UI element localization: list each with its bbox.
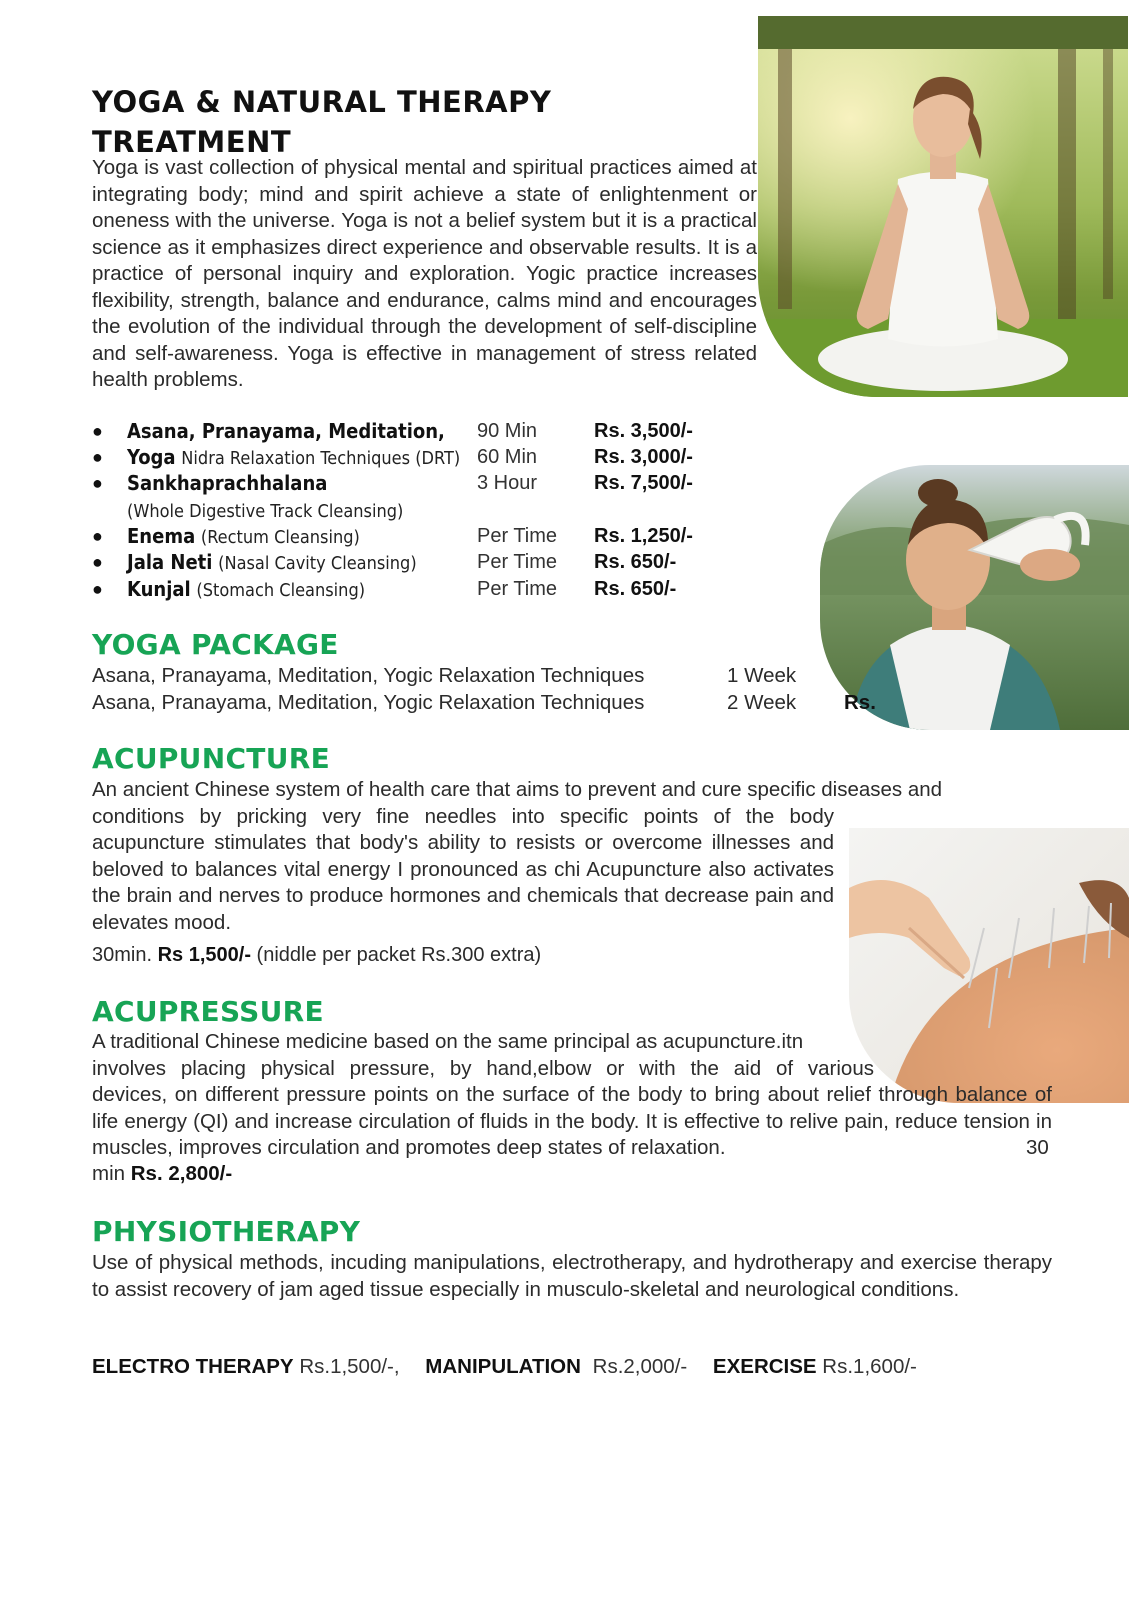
acupressure-duration-value: 30 — [1026, 1136, 1049, 1159]
acupuncture-duration: 30min. — [92, 944, 153, 966]
acupuncture-first-line: An ancient Chinese system of health care that aims to prevent and cure specific diseases and — [92, 778, 943, 801]
bullet-icon: ● — [92, 526, 103, 546]
bullet-icon: ● — [92, 579, 103, 599]
intro-paragraph: Yoga is vast collection of physical mental and spiritual practices aimed at integrating body; mind and spirit achieve a state of enlightenment or oneness with the universe. Yoga is not a belief system but it is a practical science as it emphasizes direct experience and observable results. It is a practice of personal inquiry and exploration. Yogic practice increases flexibility, strength, balance and endurance, calms mind and encourages the evolution of the individual through the development of self-discipline and self-awareness. Yoga is effective in management of stress related health problems. — [92, 156, 757, 391]
bullet-icon: ● — [92, 473, 103, 493]
manipulation-label: MANIPULATION — [425, 1355, 581, 1378]
treatment-duration: 90 Min — [477, 420, 538, 442]
acupressure-price-line — [92, 1161, 232, 1188]
treatment-duration: Per Time — [477, 578, 558, 600]
treatment-price: Rs. 650/- — [594, 551, 677, 573]
acupressure-line-2: involves placing physical pressure, by hand,elbow or with the aid of various — [92, 1056, 874, 1080]
treatment-duration: 3 Hour — [477, 472, 538, 494]
header-banner — [758, 16, 1128, 49]
electro-therapy-price: Rs.1,500/-, — [299, 1355, 400, 1378]
acupuncture-price-line — [92, 942, 541, 969]
package-row — [92, 690, 876, 717]
bullet-icon: ● — [92, 447, 103, 467]
treatment-price: Rs. 650/- — [594, 578, 677, 600]
package-duration: 1 Week — [727, 664, 797, 687]
treatment-price: Rs. 1,250/- — [594, 525, 693, 547]
treatment-subtitle: (Stomach Cleansing) — [196, 580, 366, 601]
treatment-duration: Per Time — [477, 525, 558, 547]
treatment-name: Yoga — [127, 445, 176, 469]
package-price: Rs. — [844, 691, 876, 714]
treatment-duration: 60 Min — [477, 446, 538, 468]
acupuncture-heading: ACUPUNCTURE — [92, 742, 331, 775]
treatment-name: Sankhaprachhalana — [127, 471, 328, 495]
package-description: Asana, Pranayama, Meditation, Yogic Relaxation Techniques — [92, 691, 645, 714]
page-title: YOGA & NATURAL THERAPY TREATMENT — [92, 85, 552, 159]
treatment-price: Rs. 7,500/- — [594, 472, 693, 494]
treatment-price: Rs. 3,500/- — [594, 420, 693, 442]
meditation-photo — [758, 49, 1128, 397]
treatment-duration: Per Time — [477, 551, 558, 573]
treatment-subtitle: (Rectum Cleansing) — [200, 527, 360, 548]
acupressure-line-1: A traditional Chinese medicine based on the same principal as acupuncture.itn — [92, 1030, 804, 1053]
physiotherapy-body: Use of physical methods, incuding manipulations, electrotherapy, and hydrotherapy and exercise therapy to assist recovery of jam aged tissue especially in musculo-skeletal and neurological conditions. — [92, 1251, 1052, 1301]
package-description: Asana, Pranayama, Meditation, Yogic Relaxation Techniques — [92, 664, 645, 687]
yoga-package-heading: YOGA PACKAGE — [92, 628, 339, 661]
acupressure-duration-unit: min — [92, 1162, 126, 1185]
physiotherapy-price-list — [92, 1355, 917, 1379]
treatment-subtitle: (Whole Digestive Track Cleansing) — [127, 501, 404, 522]
acupuncture-body: conditions by pricking very fine needles into specific points of the body acupuncture stimulates that body's ability to resists or overcome illnesses and beloved to balances vital energy I pronounced as chi Acupuncture also activates the brain and nerves to produce hormones and chemicals that decrease pain and elevates mood. — [92, 804, 834, 934]
exercise-price: Rs.1,600/- — [822, 1355, 917, 1378]
treatment-name: Jala Neti — [127, 550, 213, 574]
exercise-label: EXERCISE — [712, 1355, 817, 1378]
manipulation-price: Rs.2,000/- — [592, 1355, 688, 1378]
treatment-name: Kunjal — [127, 577, 191, 601]
treatment-name: Asana, Pranayama, Meditation, — [127, 419, 445, 443]
physiotherapy-heading: PHYSIOTHERAPY — [92, 1215, 361, 1248]
bullet-icon: ● — [92, 421, 103, 441]
treatment-subtitle: (Nasal Cavity Cleansing) — [218, 553, 417, 574]
treatment-price: Rs. 3,000/- — [594, 446, 693, 468]
bullet-icon: ● — [92, 552, 103, 572]
acupressure-body: devices, on different pressure points on the surface of the body to bring about relief through balance of life energy (QI) and increase circulation of fluids in the body. It is effective to relive pain, reduce tension in muscles, improves circulation and promotes deep states of relaxation. — [92, 1083, 1052, 1159]
treatment-name: Enema — [127, 524, 196, 548]
acupuncture-price: Rs 1,500/- — [157, 944, 251, 966]
acupressure-price: Rs. 2,800/- — [130, 1162, 233, 1185]
acupuncture-photo — [849, 828, 1129, 1103]
acupressure-heading: ACUPRESSURE — [92, 995, 324, 1028]
package-duration: 2 Week — [727, 691, 797, 714]
package-row — [92, 663, 797, 690]
treatment-subtitle: Nidra Relaxation Techniques (DRT) — [181, 448, 461, 469]
acupuncture-price-note: (niddle per packet Rs.300 extra) — [256, 944, 542, 966]
electro-therapy-label: ELECTRO THERAPY — [92, 1355, 294, 1378]
